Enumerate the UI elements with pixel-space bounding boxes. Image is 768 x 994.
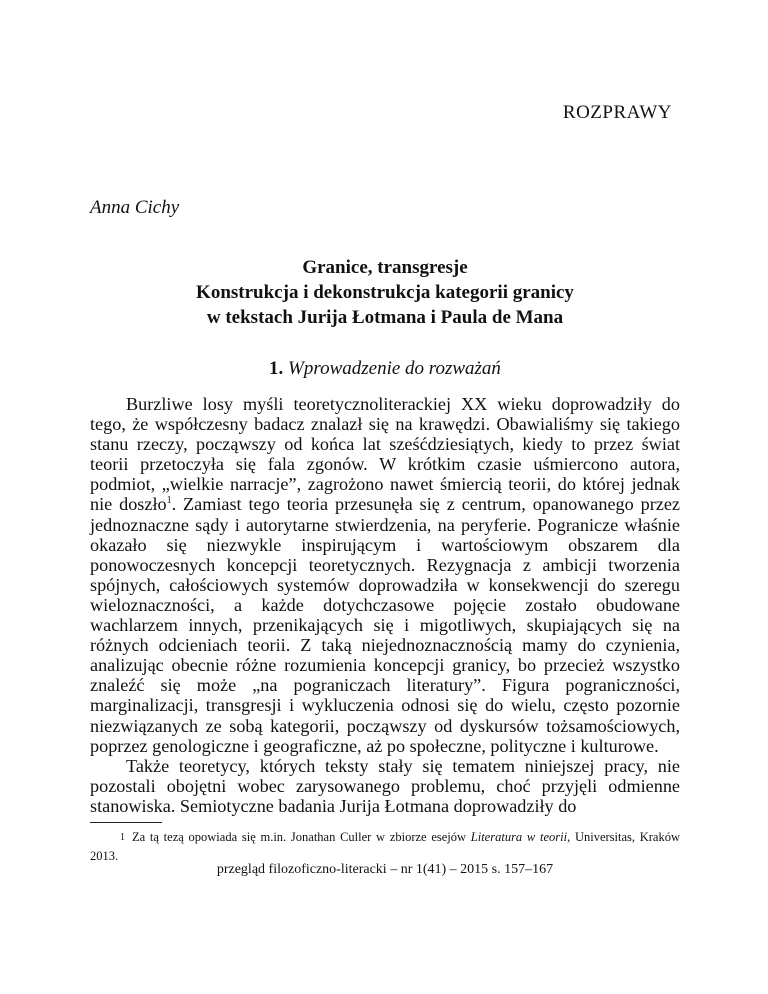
paragraph-1-part-2: . Zamiast tego teoria przesunęła się z centrum, opanowanego przez jednoznaczne sądy i autorytarne stwierdzenia, na peryferie. Pogranicze właśnie okazało się niezwykle inspirującym i wartościowym obszarem dla ponowoczesnych koncepcji teoretycznych. Rezygnacja z ambicji tworzenia spójnych, całościowych systemów doprowadziła w konsekwencji do szeregu wieloznaczności, a każde dotychczasowe pojęcie zostało obudowane wachlarzem innych, przenikających się i migotliwych, skupiających się na różnych odcieniach teorii. Z taką niejednoznacznością mamy do czynienia, analizując obecnie różne rozumienia koncepcji granicy, bo przecież wszystko znaleźć się może „na pograniczach literatury”. Figura pograniczności, marginalizacji, transgresji i wykluczenia odnosi się do wielu, często pozornie niezwiązanych ze sobą kategorii, począwszy od dyskursów tożsamościowych, poprzez genologiczne i geograficzne, aż po społeczne, polityczne i kulturowe. [90, 494, 680, 756]
title-line-1: Granice, transgresje [302, 257, 468, 278]
journal-citation-footer: przegląd filozoficzno-literacki – nr 1(41) – 2015 s. 157–167 [216, 862, 554, 877]
paragraph-1-part-1: Burzliwe losy myśli teoretycznoliterackiej XX wieku doprowadziły do tego, że współczesny badacz znalazł się na krawędzi. Obawialiśmy się takiego stanu rzeczy, począwszy od końca lat sześćdziesiątych, kiedy to przez świat teorii przetoczyła się fala zgonów. W krótkim czasie uśmiercono autora, podmiot, „wielkie narracje”, zagrożono nawet śmiercią teorii, do której jednak nie doszło [90, 394, 680, 515]
footnote [90, 828, 680, 866]
footnote-number: 1 [120, 832, 125, 843]
section-title: Wprowadzenie do rozważań [288, 358, 501, 379]
paragraph-1 [90, 394, 680, 756]
footnote-divider [90, 822, 162, 823]
footnote-text-before: Za tą tezą opowiada się m.in. Jonathan Culler w zbiorze esejów [132, 830, 471, 844]
author-name: Anna Cichy [90, 197, 180, 218]
title-line-2: Konstrukcja i dekonstrukcja kategorii granicy [196, 282, 574, 303]
article-title [90, 255, 680, 330]
footnote-book-title: Literatura w teorii [470, 830, 568, 844]
footnote-reference[interactable]: 1 [166, 495, 172, 507]
title-line-3: w tekstach Jurija Łotmana i Paula de Mana [206, 307, 564, 328]
paragraph-2: Także teoretycy, których teksty stały się tematem niniejszej pracy, nie pozostali obojętni wobec zarysowanego problemu, choć przyjęli odmienne stanowiska. Semiotyczne badania Jurija Łotmana doprowadziły do [90, 755, 680, 816]
section-label: ROZPRAWY [562, 102, 672, 123]
section-number: 1. [269, 358, 284, 379]
body-text [90, 394, 680, 816]
section-heading [90, 358, 680, 380]
footnote-text-after: , Universitas, Kraków 2013. [90, 830, 680, 863]
